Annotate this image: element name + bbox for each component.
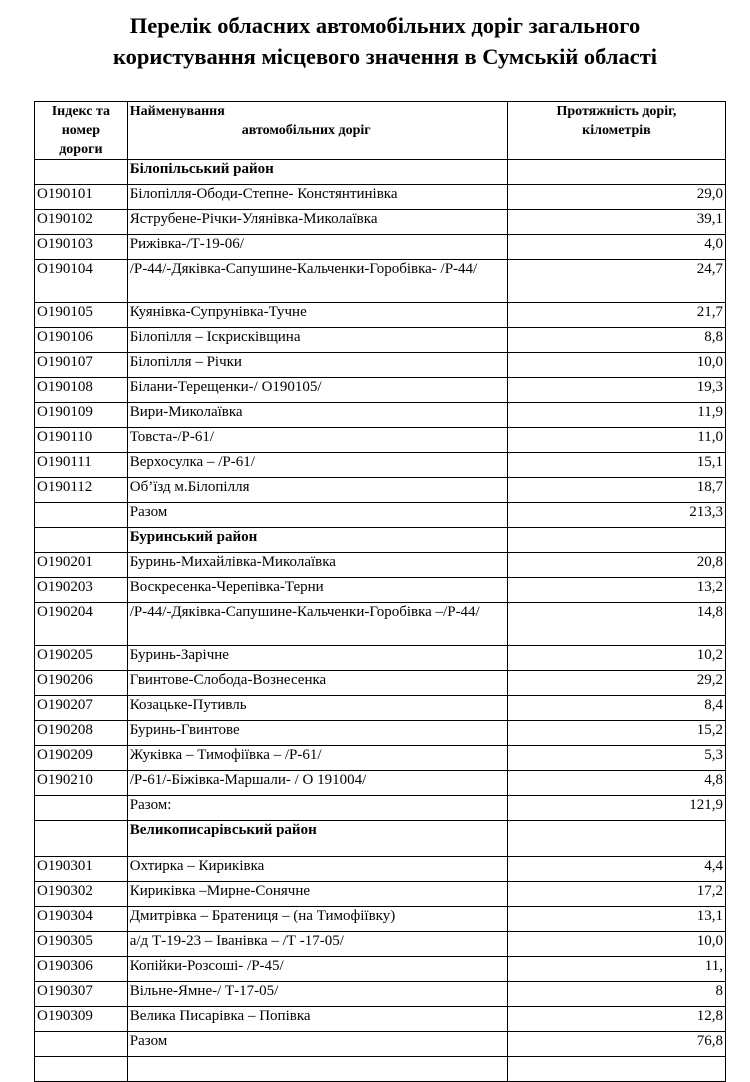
road-index: О190203 [35, 578, 128, 603]
table-row [35, 378, 726, 403]
table-row [35, 235, 726, 260]
header-length [507, 102, 725, 160]
road-length: 11, [507, 957, 725, 982]
district-name: Великописарівський район [127, 821, 507, 857]
table-row [35, 578, 726, 603]
road-name: а/д Т-19-23 – Іванівка – /Т -17-05/ [127, 932, 507, 957]
header-index-line: дороги [59, 142, 103, 157]
road-index: О190205 [35, 646, 128, 671]
table-row [35, 478, 726, 503]
header-length-line: Протяжність доріг, [556, 104, 677, 119]
road-name: Воскресенка-Черепівка-Терни [127, 578, 507, 603]
table-row [35, 982, 726, 1007]
road-name: Куянівка-Супрунівка-Тучне [127, 303, 507, 328]
road-length: 21,7 [507, 303, 725, 328]
road-length: 8,4 [507, 696, 725, 721]
road-index-cell [35, 1032, 128, 1057]
table-row [35, 353, 726, 378]
road-length: 10,2 [507, 646, 725, 671]
total-length: 213,3 [507, 503, 725, 528]
district-name: Білопільський район [127, 160, 507, 185]
table-row [35, 428, 726, 453]
road-length: 17,2 [507, 882, 725, 907]
table-row [35, 957, 726, 982]
road-index: О190210 [35, 771, 128, 796]
road-index-cell [35, 796, 128, 821]
district-name: Буринський район [127, 528, 507, 553]
road-length: 11,0 [507, 428, 725, 453]
road-length: 39,1 [507, 210, 725, 235]
road-length-cell [507, 821, 725, 857]
road-name: Копійки-Розсоші- /Р-45/ [127, 957, 507, 982]
road-length: 4,4 [507, 857, 725, 882]
header-name-line: автомобільних доріг [241, 123, 371, 138]
road-name: Дмитрівка – Братениця – (на Тимофіївку) [127, 907, 507, 932]
table-row [35, 210, 726, 235]
road-index: О190105 [35, 303, 128, 328]
total-label: Разом [127, 503, 507, 528]
blank-row [35, 1057, 726, 1082]
road-length-cell [507, 1057, 725, 1082]
road-name: Буринь-Гвинтове [127, 721, 507, 746]
road-length: 15,2 [507, 721, 725, 746]
table-row [35, 553, 726, 578]
table-row [35, 1007, 726, 1032]
road-name: Білопілля – Іскрисківщина [127, 328, 507, 353]
table-row [35, 746, 726, 771]
table-row [35, 603, 726, 646]
header-index [35, 102, 128, 160]
title-line-1: Перелік обласних автомобільних доріг загального [129, 13, 641, 38]
road-length: 18,7 [507, 478, 725, 503]
road-length: 29,0 [507, 185, 725, 210]
district-row [35, 528, 726, 553]
road-name: Об’їзд м.Білопілля [127, 478, 507, 503]
road-name: Білани-Терещенки-/ О190105/ [127, 378, 507, 403]
road-length: 4,0 [507, 235, 725, 260]
road-length: 4,8 [507, 771, 725, 796]
total-row [35, 503, 726, 528]
road-index: О190109 [35, 403, 128, 428]
road-length: 29,2 [507, 671, 725, 696]
road-length: 10,0 [507, 932, 725, 957]
road-length: 15,1 [507, 453, 725, 478]
road-length-cell [507, 160, 725, 185]
district-row [35, 160, 726, 185]
table-header-row [35, 102, 726, 160]
road-index: О190306 [35, 957, 128, 982]
table-row [35, 453, 726, 478]
road-index: О190305 [35, 932, 128, 957]
road-name: Рижівка-/Т-19-06/ [127, 235, 507, 260]
table-row [35, 671, 726, 696]
road-index: О190307 [35, 982, 128, 1007]
table-row [35, 771, 726, 796]
header-name-line: Найменування [129, 104, 225, 119]
total-row [35, 796, 726, 821]
total-length: 76,8 [507, 1032, 725, 1057]
road-length: 10,0 [507, 353, 725, 378]
table-row [35, 857, 726, 882]
table-row [35, 328, 726, 353]
road-index: О190301 [35, 857, 128, 882]
road-length: 24,7 [507, 260, 725, 303]
road-length: 11,9 [507, 403, 725, 428]
road-length-cell [507, 528, 725, 553]
road-index: О190106 [35, 328, 128, 353]
road-index: О190111 [35, 453, 128, 478]
road-name: Вири-Миколаївка [127, 403, 507, 428]
table-row [35, 403, 726, 428]
header-index-line: Індекс та [51, 104, 111, 119]
road-length: 20,8 [507, 553, 725, 578]
road-index-cell [35, 1057, 128, 1082]
road-index: О190201 [35, 553, 128, 578]
district-row [35, 821, 726, 857]
road-length: 8 [507, 982, 725, 1007]
table-body [35, 160, 726, 1082]
road-index: О190304 [35, 907, 128, 932]
road-index: О190309 [35, 1007, 128, 1032]
road-index: О190103 [35, 235, 128, 260]
road-index-cell [35, 160, 128, 185]
road-name: Жуківка – Тимофіївка – /Р-61/ [127, 746, 507, 771]
road-name: Білопілля – Річки [127, 353, 507, 378]
road-length: 12,8 [507, 1007, 725, 1032]
road-index: О190206 [35, 671, 128, 696]
road-index-cell [35, 821, 128, 857]
road-index-cell [35, 528, 128, 553]
road-length: 13,2 [507, 578, 725, 603]
total-label: Разом [127, 1032, 507, 1057]
table-row [35, 260, 726, 303]
road-name: Буринь-Михайлівка-Миколаївка [127, 553, 507, 578]
road-index: О190104 [35, 260, 128, 303]
header-name [127, 102, 507, 160]
road-index-cell [35, 503, 128, 528]
table-row [35, 185, 726, 210]
road-name: /Р-61/-Біжівка-Маршали- / О 191004/ [127, 771, 507, 796]
title-line-2: користування місцевого значення в Сумській області [112, 44, 658, 69]
table-row [35, 907, 726, 932]
table-row [35, 303, 726, 328]
header-length-line: кілометрів [582, 123, 651, 138]
road-length: 19,3 [507, 378, 725, 403]
road-name: Білопілля-Ободи-Степне- Констянтинівка [127, 185, 507, 210]
road-index: О190204 [35, 603, 128, 646]
road-name: Козацьке-Путивль [127, 696, 507, 721]
total-length: 121,9 [507, 796, 725, 821]
road-index: О190101 [35, 185, 128, 210]
road-name: Товста-/Р-61/ [127, 428, 507, 453]
road-index: О190108 [35, 378, 128, 403]
road-length: 13,1 [507, 907, 725, 932]
road-name-cell [127, 1057, 507, 1082]
road-length: 5,3 [507, 746, 725, 771]
road-name: Охтирка – Кириківка [127, 857, 507, 882]
total-row [35, 1032, 726, 1057]
road-name: Велика Писарівка – Попівка [127, 1007, 507, 1032]
road-index: О190112 [35, 478, 128, 503]
road-index: О190102 [35, 210, 128, 235]
road-length: 8,8 [507, 328, 725, 353]
road-name: /Р-44/-Дяківка-Сапушине-Кальченки-Горобівка- /Р-44/ [127, 260, 507, 303]
table-row [35, 882, 726, 907]
table-row [35, 646, 726, 671]
road-index: О190302 [35, 882, 128, 907]
road-name: Вільне-Ямне-/ Т-17-05/ [127, 982, 507, 1007]
road-index: О190207 [35, 696, 128, 721]
road-index: О190209 [35, 746, 128, 771]
road-name: Верхосулка – /Р-61/ [127, 453, 507, 478]
header-index-line: номер [61, 123, 101, 138]
road-name: Кириківка –Мирне-Сонячне [127, 882, 507, 907]
roads-table [34, 101, 726, 1082]
road-length: 14,8 [507, 603, 725, 646]
road-name: Буринь-Зарічне [127, 646, 507, 671]
road-name: Яструбене-Річки-Улянівка-Миколаївка [127, 210, 507, 235]
road-index: О190107 [35, 353, 128, 378]
table-row [35, 721, 726, 746]
road-name: /Р-44/-Дяківка-Сапушине-Кальченки-Горобівка –/Р-44/ [127, 603, 507, 646]
page-title [0, 10, 750, 72]
table-row [35, 696, 726, 721]
table-row [35, 932, 726, 957]
road-name: Гвинтове-Слобода-Вознесенка [127, 671, 507, 696]
road-index: О190110 [35, 428, 128, 453]
total-label: Разом: [127, 796, 507, 821]
road-index: О190208 [35, 721, 128, 746]
